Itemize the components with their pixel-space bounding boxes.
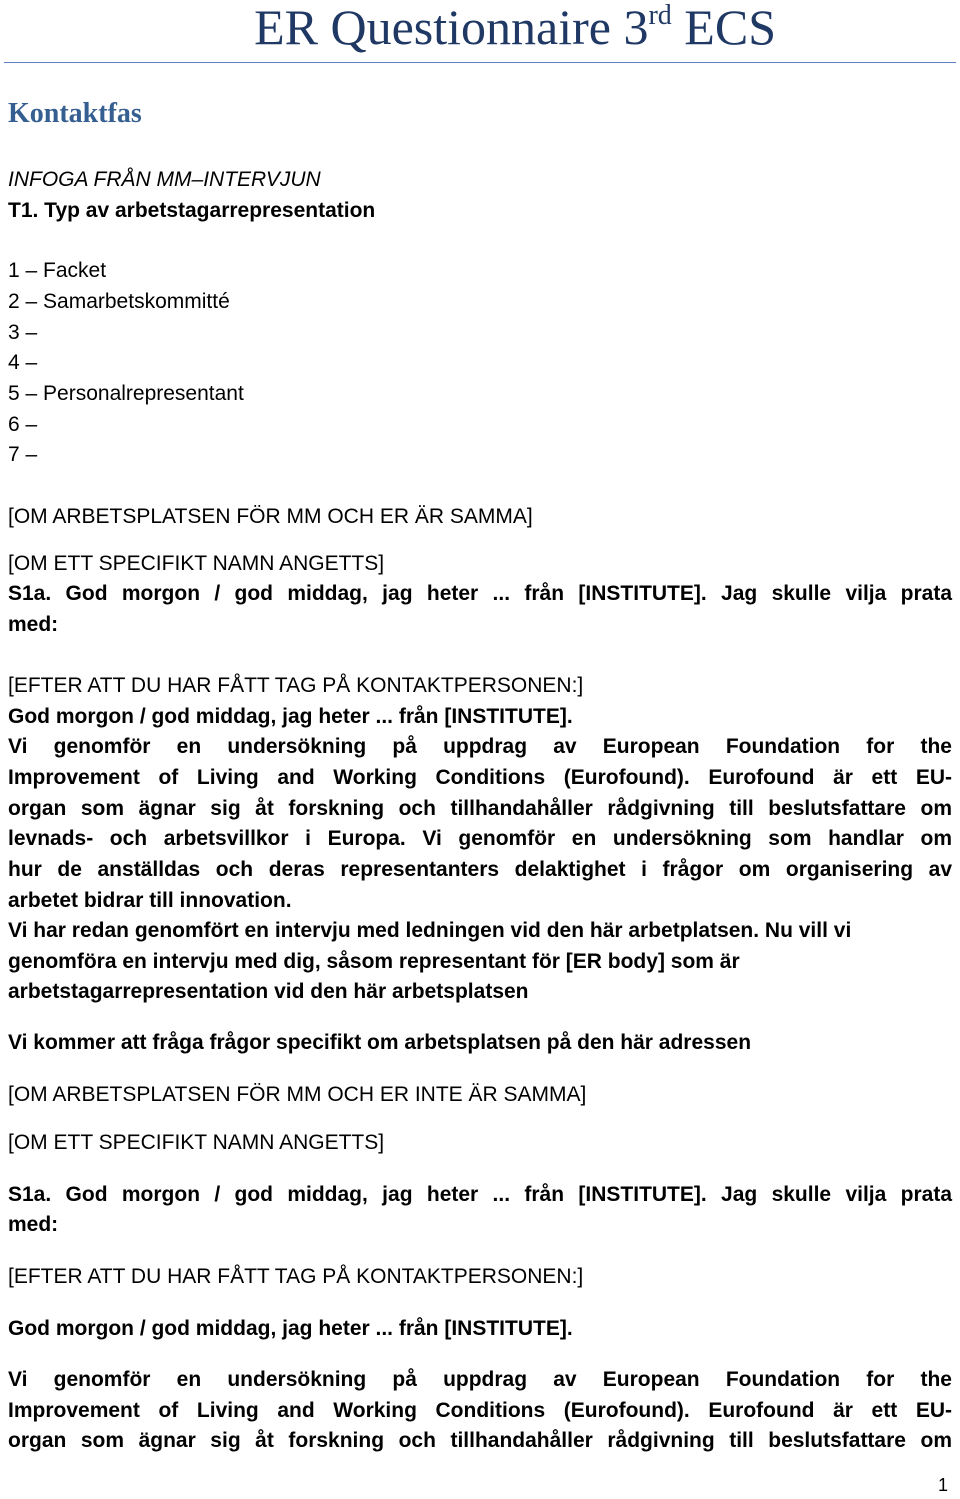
- script-text: med:: [8, 613, 59, 636]
- script-text: God morgon / god middag, jag heter ... från [INSTITUTE].: [8, 1317, 573, 1340]
- script-text: Vi genomför en undersökning på uppdrag av European Foundation for the: [8, 1368, 952, 1391]
- answer-option: 4 –: [8, 351, 38, 374]
- routing-instruction: [EFTER ATT DU HAR FÅTT TAG PÅ KONTAKTPERSONEN:]: [8, 674, 584, 697]
- title-underline: [4, 62, 956, 63]
- script-text: S1a. God morgon / god middag, jag heter ... från [INSTITUTE]. Jag skulle vilja prata: [8, 582, 952, 605]
- routing-instruction: [OM ARBETSPLATSEN FÖR MM OCH ER INTE ÄR SAMMA]: [8, 1083, 587, 1106]
- script-text: S1a. God morgon / god middag, jag heter ... från [INSTITUTE]. Jag skulle vilja prata: [8, 1183, 952, 1206]
- script-text: Vi kommer att fråga frågor specifikt om arbetsplatsen på den här adressen: [8, 1031, 752, 1054]
- title-suffix: ECS: [671, 0, 776, 55]
- script-text: arbetstagarrepresentation vid den här arbetsplatsen: [8, 980, 529, 1003]
- script-text: arbetet bidrar till innovation.: [8, 889, 292, 912]
- script-text: Improvement of Living and Working Conditions (Eurofound). Eurofound är ett EU-: [8, 1399, 952, 1422]
- instruction-line: INFOGA FRÅN MM–INTERVJUN: [8, 168, 321, 191]
- question-heading: T1. Typ av arbetstagarrepresentation: [8, 199, 376, 222]
- routing-instruction: [EFTER ATT DU HAR FÅTT TAG PÅ KONTAKTPERSONEN:]: [8, 1265, 584, 1288]
- script-text: Improvement of Living and Working Conditions (Eurofound). Eurofound är ett EU-: [8, 766, 952, 789]
- script-text: hur de anställdas och deras representanters delaktighet i frågor om organisering av: [8, 858, 952, 881]
- script-text: med:: [8, 1213, 59, 1236]
- title-superscript: rd: [648, 0, 672, 31]
- routing-instruction: [OM ETT SPECIFIKT NAMN ANGETTS]: [8, 552, 385, 575]
- script-text: levnads- och arbetsvillkor i Europa. Vi genomför en undersökning som handlar om: [8, 827, 952, 850]
- answer-option: 5 – Personalrepresentant: [8, 382, 244, 405]
- script-text: Vi har redan genomfört en intervju med ledningen vid den här arbetplatsen. Nu vill vi: [8, 919, 852, 942]
- title-prefix: ER Questionnaire 3: [254, 0, 649, 55]
- section-heading: Kontaktfas: [8, 98, 142, 129]
- routing-instruction: [OM ETT SPECIFIKT NAMN ANGETTS]: [8, 1131, 385, 1154]
- answer-option: 6 –: [8, 413, 38, 436]
- script-text: organ som ägnar sig åt forskning och tillhandahåller rådgivning till beslutsfattare om: [8, 797, 952, 820]
- page-number: 1: [938, 1475, 949, 1495]
- answer-option: 2 – Samarbetskommitté: [8, 290, 230, 313]
- script-text: Vi genomför en undersökning på uppdrag av European Foundation for the: [8, 735, 952, 758]
- answer-option: 7 –: [8, 443, 38, 466]
- routing-instruction: [OM ARBETSPLATSEN FÖR MM OCH ER ÄR SAMMA]: [8, 505, 533, 528]
- script-text: organ som ägnar sig åt forskning och tillhandahåller rådgivning till beslutsfattare om: [8, 1429, 952, 1452]
- script-text: God morgon / god middag, jag heter ... från [INSTITUTE].: [8, 705, 573, 728]
- script-text: genomföra en intervju med dig, såsom representant för [ER body] som är: [8, 950, 740, 973]
- document-title: [254, 0, 776, 54]
- answer-option: 1 – Facket: [8, 259, 107, 282]
- answer-option: 3 –: [8, 321, 38, 344]
